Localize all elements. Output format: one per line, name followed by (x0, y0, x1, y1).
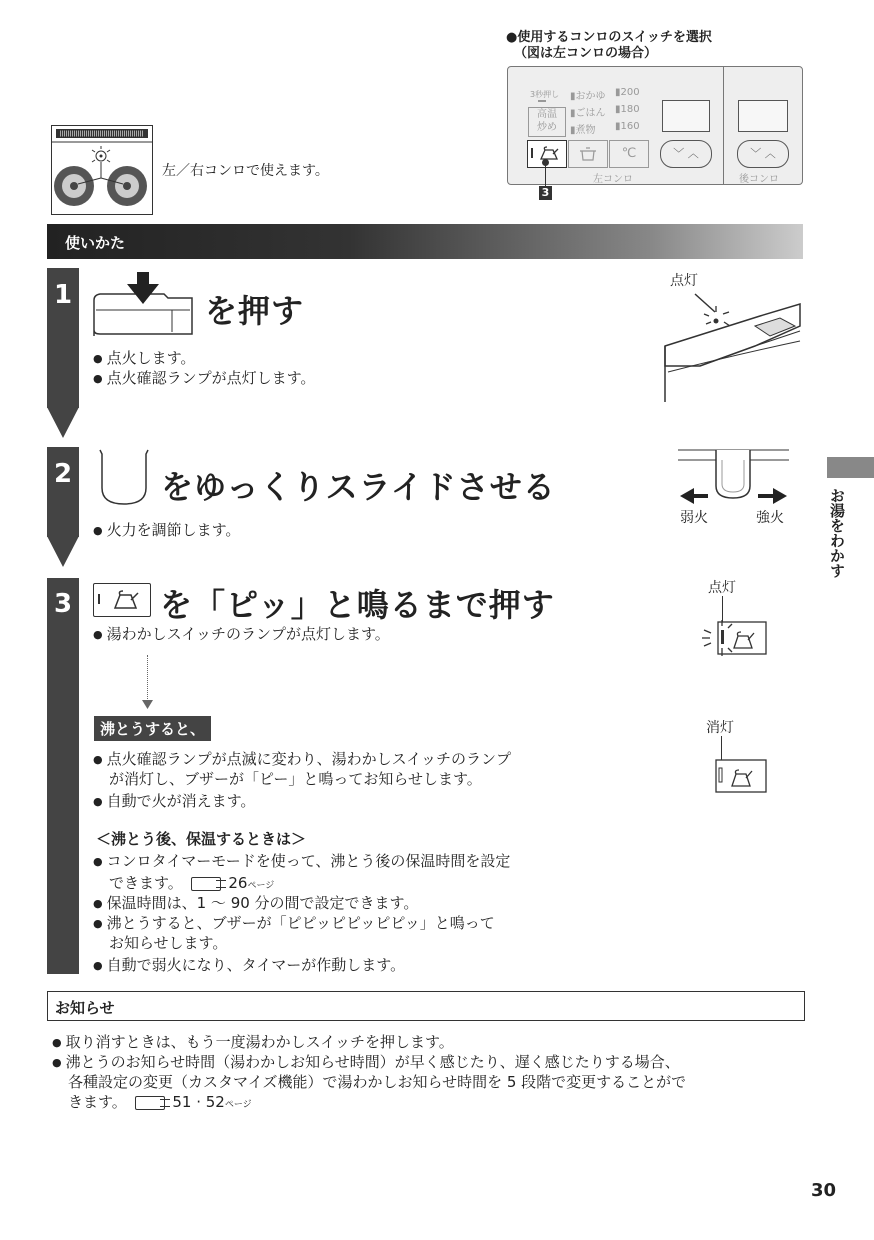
notice-item2-line3: きます。 51 · 52ページ (68, 1093, 252, 1111)
step1-lit-label: 点灯 (670, 273, 698, 289)
boil-switch-lit-illustration (698, 618, 770, 658)
pot-icon (578, 146, 598, 162)
kw-bullet1-line1: ● コンロタイマーモードを使って、沸とう後の保温時間を設定 (93, 852, 510, 872)
btn-3sec-label: 3秒押し (530, 90, 560, 99)
left-burner-label: 左コンロ (593, 174, 633, 185)
kw-bullet2: ● 保温時間は、1 ～ 90 分の間で設定できます。 (93, 894, 418, 914)
kettle-icon (112, 588, 140, 612)
step3-number: 3 (54, 589, 73, 619)
back-burner-label: 後コンロ (739, 174, 779, 185)
step1-arrow (47, 407, 79, 438)
kw-bullet1-line2: できます。 26ページ (109, 874, 275, 892)
left-updown-button[interactable]: ﹀ ︿ (660, 140, 712, 168)
celsius-button[interactable] (609, 140, 649, 168)
step3-lit-label: 点灯 (708, 580, 736, 596)
step1-ignition-illustration (660, 286, 805, 406)
strong-fire-label: 強火 (756, 510, 784, 526)
back-updown-button[interactable]: ﹀ ︿ (737, 140, 789, 168)
step1-number: 1 (54, 280, 73, 310)
notice-ref-pages: 51 · 52 (172, 1093, 225, 1111)
page-number: 30 (811, 1180, 837, 1201)
keepwarm-heading: ＜沸とう後、保温するときは＞ (96, 830, 307, 848)
select-note-line2: （図は左コンロの場合） (514, 46, 658, 61)
step3-bullet1: ● 湯わかしスイッチのランプが点灯します。 (93, 625, 390, 645)
boil-bullet2: ● 自動で火が消えます。 (93, 792, 255, 812)
high-temp-line1: 高温 (537, 109, 557, 120)
side-tab-bar (827, 457, 874, 478)
both-burners-text: 左／右コンロで使えます。 (162, 163, 329, 179)
menu-gohan: ▮ごはん (570, 108, 606, 119)
control-panel (507, 66, 803, 185)
high-temp-line2: 炒め (537, 122, 557, 133)
slider-illustration (676, 446, 791, 506)
ignition-button-icon (92, 270, 200, 336)
step1-bullet2: ● 点火確認ランプが点灯します。 (93, 369, 315, 389)
menu-nimono: ▮煮物 (570, 125, 596, 136)
connector-arrowhead (142, 700, 153, 709)
kw-ref-suffix: ページ (247, 881, 275, 891)
kw-bullet3-line1: ● 沸とうすると、ブザーが「ピピッピピッピピッ」と鳴って (93, 914, 495, 934)
side-tab-label: お湯をわかす (828, 488, 846, 578)
left-display (662, 100, 710, 132)
step3-off-label: 消灯 (706, 720, 734, 736)
select-note (506, 30, 712, 62)
weak-fire-label: 弱火 (680, 510, 708, 526)
back-display (738, 100, 788, 132)
slider-knob-icon (96, 448, 152, 508)
step2-title: をゆっくりスライドさせる (161, 468, 556, 506)
kw-bullet4: ● 自動で弱火になり、タイマーが作動します。 (93, 956, 405, 976)
kw-ref-page: 26 (228, 874, 248, 892)
step1-bullet1: ● 点火します。 (93, 349, 195, 369)
mode-high-temp (528, 107, 566, 137)
boil-bullet1-line1: ● 点火確認ランプが点滅に変わり、湯わかしスイッチのランプ (93, 750, 511, 770)
temp-160: ▮160 (615, 121, 640, 132)
reference-icon (191, 877, 221, 891)
cooktop-svg (52, 126, 152, 214)
kw-bullet3-line2: お知らせします。 (109, 934, 228, 952)
menu-okayu: ▮おかゆ (570, 91, 606, 102)
select-note-line1: ●使用するコンロのスイッチを選択 (506, 30, 712, 45)
step2-number: 2 (54, 459, 73, 489)
step1-title: を押す (205, 292, 305, 330)
dotted-connector (147, 655, 148, 703)
step2-bullet1: ● 火力を調節します。 (93, 521, 240, 541)
callout-dot (542, 159, 549, 166)
panel-divider (723, 67, 724, 184)
cooktop-illustration (51, 125, 153, 215)
notice-ref-suffix: ページ (224, 1100, 252, 1110)
celsius-label: ℃ (621, 146, 637, 161)
boil-switch-lamp (531, 148, 533, 158)
pot-mode-button[interactable] (568, 140, 608, 168)
notice-title: お知らせ (55, 999, 115, 1017)
step2-arrow (47, 536, 79, 567)
boil-bullet1-line2: が消灯し、ブザーが「ピー」と鳴ってお知らせします。 (109, 770, 482, 788)
step3-bar (47, 578, 79, 974)
reference-icon (135, 1096, 165, 1110)
temp-200: ▮200 (615, 87, 640, 98)
notice-item2-line1: ● 沸とうのお知らせ時間（湯わかしお知らせ時間）が早く感じたり、遅く感じたりする場合、 (52, 1053, 680, 1073)
temp-180: ▮180 (615, 104, 640, 115)
boil-switch-off-illustration (714, 758, 770, 796)
section-header (47, 224, 803, 259)
notice-item2-line2: 各種設定の変更（カスタマイズ機能）で湯わかしお知らせ時間を 5 段階で変更することがで (68, 1073, 687, 1091)
step3-title: を「ピッ」と鳴るまで押す (160, 586, 555, 624)
callout-badge: 3 (539, 186, 552, 200)
boil-switch-icon (93, 583, 151, 617)
notice-box (47, 991, 805, 1021)
boil-heading: 沸とうすると、 (94, 716, 211, 741)
section-title: 使いかた (65, 234, 126, 252)
notice-item1: ● 取り消すときは、もう一度湯わかしスイッチを押します。 (52, 1033, 454, 1053)
lamp-3sec (538, 100, 546, 102)
